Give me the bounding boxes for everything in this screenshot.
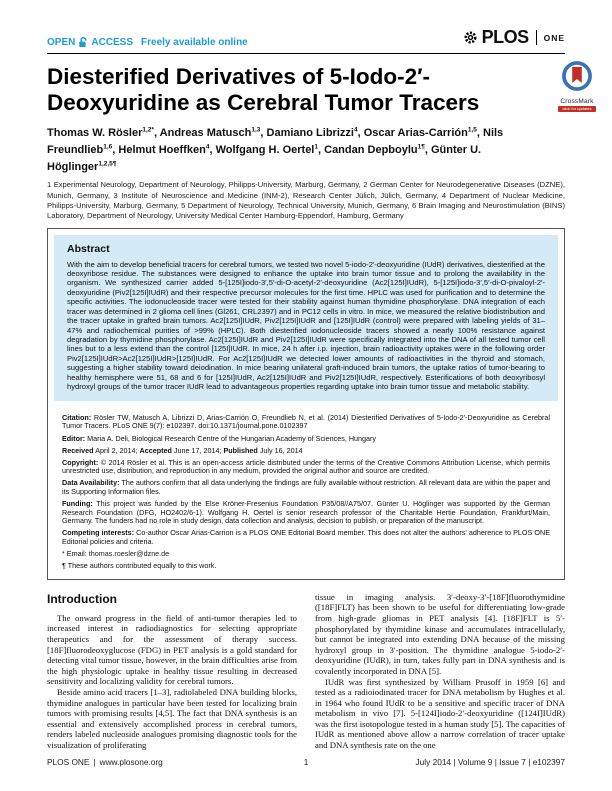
intro-paragraph: tissue in imaging analysis. 3′-deoxy-3′-[18F]fluorothymidine ([18F]FLT) has been shown to be useful for differentiating low-grade from high-grade gliomas in PET analysis [4]. [18F]FLT is 5′-phosphorylated by thymidine kinase and accumulates intracellularly, but cannot be integrated into extending DNA because of the missing hydroxyl group in 3′-position. The thymidine analogue 5-iodo-2′-deoxyuridine (IUdR), in turn, takes fully part in DNA synthesis and is covalently incorporated in DNA [5]. <box>315 591 565 676</box>
plos-one-label: ONE <box>543 32 565 43</box>
plos-logo-divider <box>536 30 537 45</box>
email-link[interactable]: thomas.roesler@dzne.de <box>88 549 170 559</box>
editor-label: Editor: <box>62 433 86 443</box>
author: Günter U. Höglinger$^{1,2,5\P}$ <box>47 143 482 173</box>
author-superscript: 4 <box>205 143 210 151</box>
article-body <box>47 592 565 768</box>
author: Wolfgang H. Oertel$^1$ , <box>216 144 325 156</box>
open-lock-icon <box>78 37 88 48</box>
funding-line: Funding: This project was funded by the Else Kröner-Fresenius Foundation P35/08//A75/07. Günter U. Höglinger was supported by the German Research Foundation (DFG, HO2402/6-1). Wolfgang H. Oertel is senior research professor of the Charitable Hertie Foundation, Frankfurt/Main, Germany. The funders had no role in study design, data collection and analysis, decision to publish, or preparation of the manuscript. <box>62 499 550 526</box>
author-list <box>47 123 552 174</box>
author-superscript: 1 <box>314 143 318 151</box>
author-superscript: 1,2,5¶ <box>98 160 117 168</box>
left-column <box>47 592 297 768</box>
author: Candan Depboylu$^{1\P}$ , <box>324 144 431 156</box>
crossmark-icon <box>561 60 593 92</box>
editor-line: Editor: Maria A. Deli, Biological Research Centre of the Hungarian Academy of Sciences, Hungary <box>62 433 376 443</box>
author-superscript: 4 <box>353 126 358 133</box>
intro-paragraph: Beside amino acid tracers [1–3], radiolabeled DNA building blocks, thymidine analogues in particular have been tested for localizing brain tumors with promising results [4,5]. The fact that DNA synthesis is an essential and extensively accomplished process in cerebral tumors, renders labeled nucleoside analogues promising diagnostic tools for the visualization of proliferating <box>47 686 297 750</box>
abstract-heading: Abstract <box>67 242 110 255</box>
article-metadata <box>48 407 564 578</box>
abstract-text: With the aim to develop beneficial tracers for cerebral tumors, we tested two novel 5-iodo-2′-deoxyuridine (IUdR) derivatives, diesterified at the deoxyribose residue. The substances were designed to enhance the uptake into brain tumor tissue and to prolong the availability in the organism. We synthesized carrier added 5-[125I]iodo-3′,5′-di-O-acetyl-2′-deoxyuridine (Ac2[125I]IUdR), 5-[125I]iodo-3′,5′-di-O-pivaloyl-2′-deoxyuridine (Piv2[125I]IUdR) and their respective precursor molecules for the first time. HPLC was used for purification and to determine the specific activities. The iodonucleoside tracer were tested for their stability against human thymidine phosphorylase. DNA integration of each tracer was determined in 2 glioma cell lines (Gl261, CRL2397) and in PC12 cells in vitro. In mice, we measured the relative biodistribution and the tracer uptake in grafted brain tumors. Ac2[125I]IUdR, Piv2[125I]IUdR and [125I]IUdR (control) were prepared with labeling yields of 31–47% and radiochemical purities of >99% (HPLC). Both diesterified iodonucleoside tracers showed a nearly 100% resistance against degradation by thymidine phosphorylase. Ac2[125I]IUdR and Piv2[125I]IUdR were specifically integrated into the DNA of all tested tumor cell lines but to a less extend than the control [125I]IUdR. In mice, 24 h after i.p. injection, brain radioactivity uptakes were in the following order Piv2[125I]IUdR>Ac2[125I]IUdR>[125I]IUdR. For Ac2[125I]IUdR we detected lower amounts of radioactivities in the thyroid and stomach, suggesting a higher stability toward deiodination. In mice bearing unilateral graft-induced brain tumors, the uptake ratios of tumor-bearing to healthy hemisphere were 51, 68 and 6 for [125I]IUdR, Ac2[125I]IUdR and Piv2[125I]IUdR, respectively. Esterifications of both deoxyribosyl hydroxyl groups of the tumor tracer IUdR lead to advantageous properties regarding uptake into brain tumor tissue and metabolic stability. <box>67 259 545 391</box>
top-bar <box>47 0 565 54</box>
competing-interests-line: Competing interests: Co-author Oscar Arias-Carrion is a PLOS ONE Editorial Board member. This does not alter the authors' adherence to PLOS ONE Editorial policies and criteria. <box>62 528 550 546</box>
footer-page-number: 1 <box>303 757 309 767</box>
author: Oscar Arias-Carrión$^{1,5}$ , <box>364 127 483 139</box>
page-footer <box>47 757 565 767</box>
affiliations: 1 Experimental Neurology, Department of Neurology, Philipps-University, Marburg, Germany, 2 German Center for Neurodegenerative Diseases (DZNE), Munich, Germany, 3 Institute of Neuroscience and Medicine (INM-2), Research Center Jülich, Jülich, Germany, 4 Department of Nuclear Medicine, Philipps-University, Marburg, Germany, 5 Department of Neurology, Technical University, Munich, Germany, 6 Brain Imaging and Neurostimulation (BINS) Laboratory, Department of Neurology, University Medical Center Hamburg-Eppendorf, Hamburg, Germany <box>47 180 565 221</box>
author: Damiano Librizzi$^4$ , <box>267 127 364 139</box>
content-column <box>47 0 565 768</box>
crossmark-label: CrossMark <box>560 98 594 105</box>
open-access-access-label: ACCESS <box>91 37 134 48</box>
email-note: * Email: thomas.roesler@dzne.de <box>62 549 170 559</box>
copyright-label: Copyright: <box>62 457 99 467</box>
open-access-open-label: OPEN <box>47 37 76 48</box>
author-superscript: 1¶ <box>417 143 425 151</box>
crossmark-badge[interactable] <box>552 60 602 112</box>
intro-paragraph: IUdR was first synthesized by William Prusoff in 1959 [6] and tested as a radioiodinated tracer for DNA metabolism by Hughes et al. in 1964 who found IUdR to be a sensitive and specific tracer of DNA metabolism in vivo [7]. 5-[124I]iodo-2′-deoxyuridine ([124I]IUdR) was the first isotopologue tested in a human study [5]. The capacities of IUdR as mentioned above allow a narrow correlation of tracer uptake and DNA synthesis rate on the one <box>315 676 565 751</box>
freely-available-label: Freely available online <box>141 37 248 48</box>
open-access-banner <box>47 37 248 48</box>
citation-label: Citation: <box>62 412 92 422</box>
introduction-heading: Introduction <box>47 591 117 606</box>
data-availability-line: Data Availability: The authors confirm that all data underlying the findings are fully available without restriction. All relevant data are within the paper and its Supporting Information files. <box>62 478 551 496</box>
dates-line: Received April 2, 2014; Accepted June 17, 2014; Published July 16, 2014 <box>62 445 303 455</box>
right-column <box>315 592 565 768</box>
abstract-panel <box>54 235 558 402</box>
data-availability-label: Data Availability: <box>62 478 120 488</box>
crossmark-updates-bar: click for updates <box>558 106 596 112</box>
footer-left <box>47 757 304 767</box>
author-superscript: 1,3 <box>251 126 261 133</box>
intro-paragraph: The onward progress in the field of anti-tumor therapies led to increased interest in radiodiagnostics for selecting appropriate therapeutics and for the assessment of therapy success. [18F]fluorodeoxyglucose (FDG) in PET analysis is a gold standard for detecting vital tumor tissue, however, in the brain difficulties arise from the high physiologic uptake in healthy tissue resulting in decreased sensitivity and localizing validity for cerebral tumors. <box>47 612 297 687</box>
plos-wordmark: PLOS <box>481 27 529 47</box>
plos-one-logo <box>463 27 565 48</box>
copyright-line: Copyright: © 2014 Rösler et al. This is an open-access article distributed under the terms of the Creative Commons Attribution License, which permits unrestricted use, distribution, and reproduction in any medium, provided the original author and source are credited. <box>62 457 551 476</box>
front-matter-box <box>47 228 565 580</box>
footer-url[interactable]: www.plosone.org <box>99 757 163 767</box>
author: Thomas W. Rösler$^{1,2*}$ , <box>47 127 160 139</box>
plos-gear-icon <box>463 30 478 45</box>
author: Helmut Hoeffken$^4$ , <box>118 144 215 156</box>
page-title: Diesterified Derivatives of 5-Iodo-2′-Deoxyuridine as Cerebral Tumor Tracers <box>47 64 480 115</box>
footer-separator: | <box>93 757 96 767</box>
author: Andreas Matusch$^{1,3}$ , <box>160 127 267 139</box>
footer-journal: PLOS ONE <box>47 757 90 767</box>
funding-label: Funding: <box>62 499 93 509</box>
author-superscript: 1,6 <box>103 143 113 151</box>
author-superscript: 1,2* <box>142 126 154 133</box>
citation-line: Citation: Rösler TW, Matusch A, Librizzi D, Arias-Carrión O, Freundlieb N, et al. (2014) Diesterified Derivatives of 5-Iodo-2′-Deoxyuridine as Cerebral Tumor Tracers. PLoS ONE 9(7): e102397. doi:10.1371/journal.pone.0102397 <box>62 412 550 431</box>
equal-contribution-note: ¶ These authors contributed equally to this work. <box>62 561 217 571</box>
author: Nils Freundlieb$^{1,6}$ , <box>47 127 503 156</box>
competing-interests-label: Competing interests: <box>62 528 135 538</box>
author-superscript: 1,5 <box>467 126 477 133</box>
footer-issue-info: July 2014 | Volume 9 | Issue 7 | e102397 <box>415 757 565 767</box>
